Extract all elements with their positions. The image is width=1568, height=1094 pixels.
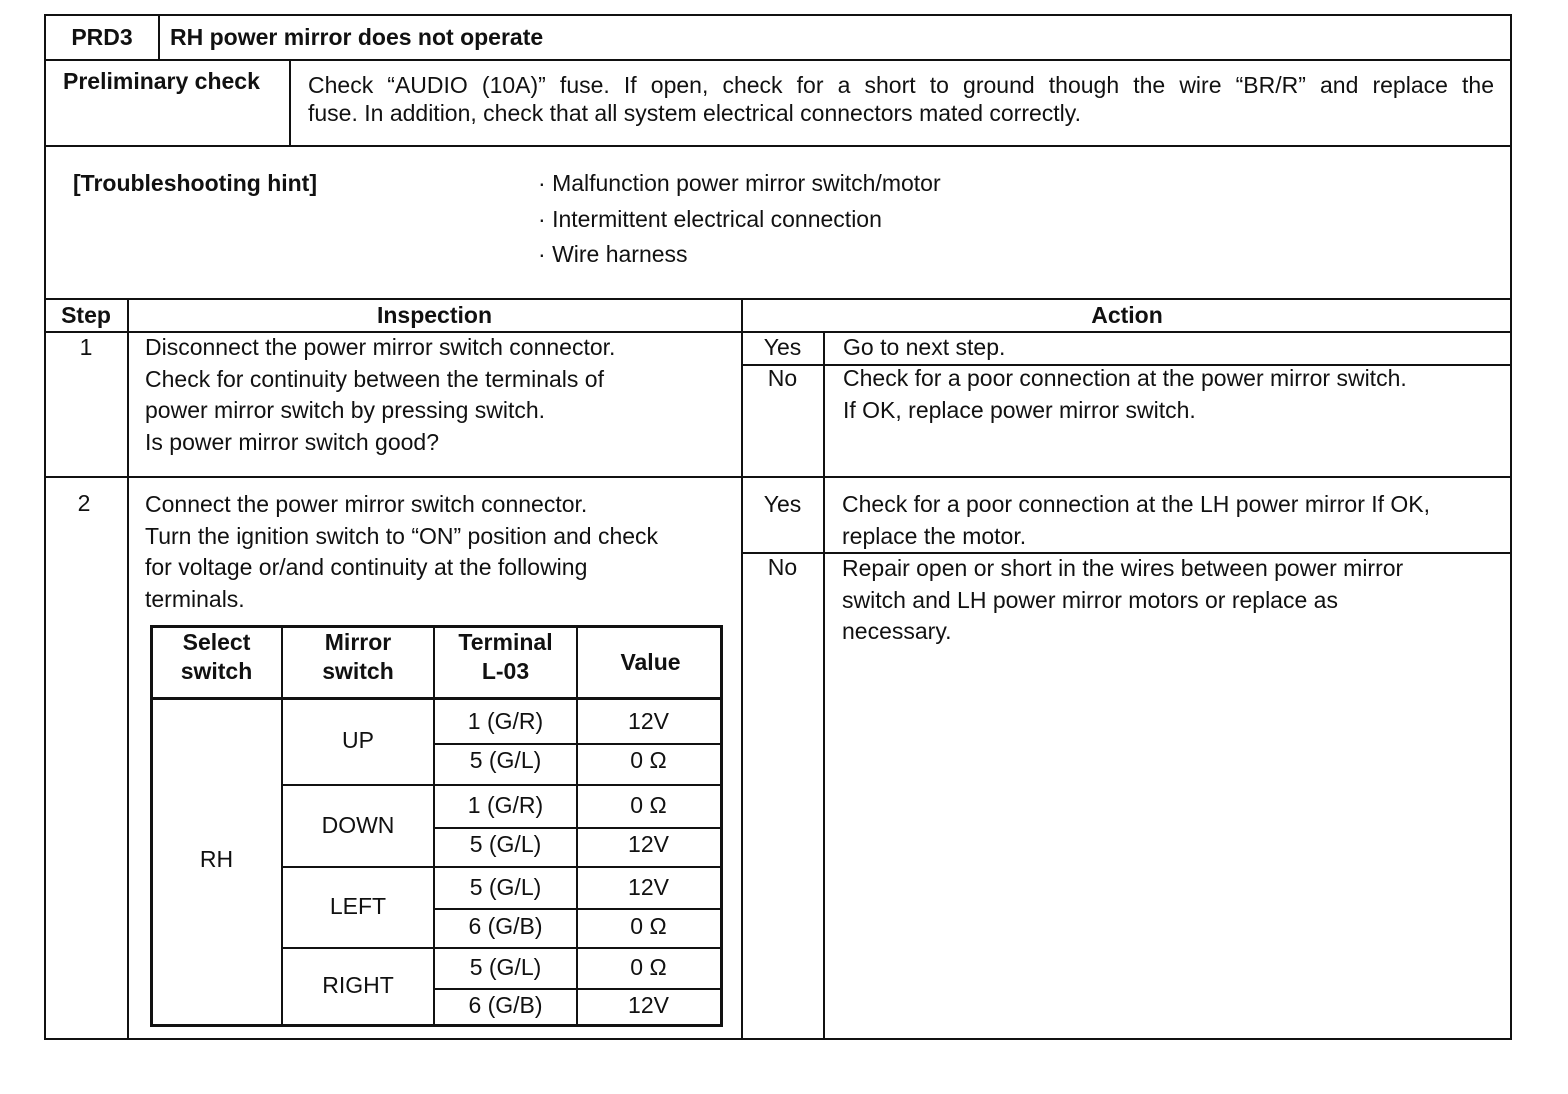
- terminal-header: Terminal L-03: [458, 629, 553, 684]
- terminal-cell: 1 (G/R): [467, 708, 544, 734]
- mirror-switch-cell: DOWN: [321, 812, 395, 838]
- inspection-line: Turn the ignition switch to “ON” position and check: [145, 522, 659, 549]
- terminal-cell: 5 (G/L): [469, 831, 542, 857]
- value-cell: 12V: [628, 992, 669, 1018]
- step2-inspection: [145, 489, 658, 615]
- step1-bottom-line: [44, 476, 1512, 478]
- yes-label: Yes: [763, 334, 802, 360]
- preliminary-bottom-line: [44, 145, 1512, 147]
- terminal-cell: 5 (G/L): [469, 747, 542, 773]
- inspection-line: Connect the power mirror switch connector.: [145, 491, 588, 517]
- action-line: Check for a poor connection at the power mirror switch.: [843, 365, 1407, 391]
- yesno-column-line: [823, 332, 825, 1040]
- terminal-cell: 6 (G/B): [468, 913, 543, 939]
- inspection-line: power mirror switch by pressing switch.: [145, 397, 546, 423]
- action-line: If OK, replace power mirror switch.: [843, 396, 1196, 423]
- value-cell: 0 Ω: [630, 913, 667, 939]
- yes-label: Yes: [763, 491, 802, 517]
- inspection-line: terminals.: [145, 585, 245, 612]
- action-line: Repair open or short in the wires between power mirror: [842, 555, 1404, 581]
- step-number: 1: [79, 334, 93, 360]
- table-group-line: [282, 866, 723, 868]
- no-label: No: [767, 365, 798, 391]
- inspection-column-line: [741, 299, 743, 1040]
- step-column-line: [127, 299, 129, 1040]
- value-header: Value: [620, 649, 681, 675]
- action-line: switch and LH power mirror motors or replace as: [842, 586, 1338, 613]
- table-group-line: [282, 947, 723, 949]
- table-subrow-line: [434, 908, 723, 910]
- hint-item: · Wire harness: [538, 239, 688, 270]
- select-switch-value: RH: [199, 846, 234, 872]
- step-number: 2: [77, 490, 91, 516]
- value-cell: 12V: [628, 708, 669, 734]
- value-cell: 0 Ω: [630, 747, 667, 773]
- troubleshooting-hint-label: [Troubleshooting hint]: [73, 170, 318, 196]
- action-line: Check for a poor connection at the LH power mirror If OK,: [842, 491, 1431, 517]
- action-line: replace the motor.: [842, 522, 1027, 549]
- inspection-line: Is power mirror switch good?: [145, 428, 439, 455]
- step1-yes-action: Go to next step.: [843, 334, 1006, 360]
- hint-item: · Intermittent electrical connection: [538, 204, 882, 235]
- preliminary-check-line-2: fuse. In addition, check that all system electrical connectors mated correctly.: [308, 100, 1081, 126]
- hint-item: · Malfunction power mirror switch/motor: [538, 168, 941, 199]
- mirror-switch-header: Mirror switch: [322, 629, 394, 684]
- header-bottom-line: [44, 59, 1512, 61]
- preliminary-divider: [289, 60, 291, 146]
- select-switch-header: Select switch: [180, 629, 253, 684]
- value-cell: 0 Ω: [630, 792, 667, 818]
- step2-no-action: [842, 553, 1403, 648]
- terminal-cell: 6 (G/B): [468, 992, 543, 1018]
- terminal-cell: 5 (G/L): [469, 874, 542, 900]
- step1-inspection: [145, 332, 615, 458]
- terminal-cell: 5 (G/L): [469, 954, 542, 980]
- inspection-line: Check for continuity between the terminals of: [145, 365, 604, 392]
- preliminary-check-line-1: Check “AUDIO (10A)” fuse. If open, check for a short to ground though the wire “BR/R” and replace the: [308, 72, 1494, 98]
- no-label: No: [767, 554, 798, 580]
- step2-yes-action: [842, 489, 1430, 552]
- inspection-column-header: Inspection: [376, 302, 492, 328]
- table-group-line: [282, 784, 723, 786]
- terminal-cell: 1 (G/R): [467, 792, 544, 818]
- action-line: necessary.: [842, 618, 952, 644]
- value-cell: 12V: [628, 831, 669, 857]
- procedure-code: PRD3: [71, 24, 133, 50]
- header-divider: [158, 14, 160, 60]
- step-column-header: Step: [61, 302, 111, 328]
- inspection-line: for voltage or/and continuity at the following: [145, 554, 588, 580]
- table-header-line: [150, 697, 723, 700]
- mirror-switch-cell: LEFT: [329, 893, 387, 919]
- value-cell: 0 Ω: [630, 954, 667, 980]
- value-cell: 12V: [628, 874, 669, 900]
- mirror-switch-cell: UP: [342, 727, 374, 753]
- procedure-title: RH power mirror does not operate: [170, 24, 544, 50]
- mirror-switch-cell: RIGHT: [322, 972, 394, 998]
- step1-no-action: [843, 363, 1407, 426]
- action-column-header: Action: [1091, 302, 1163, 328]
- preliminary-check-label: Preliminary check: [63, 68, 260, 94]
- inspection-line: Disconnect the power mirror switch connector.: [145, 334, 616, 360]
